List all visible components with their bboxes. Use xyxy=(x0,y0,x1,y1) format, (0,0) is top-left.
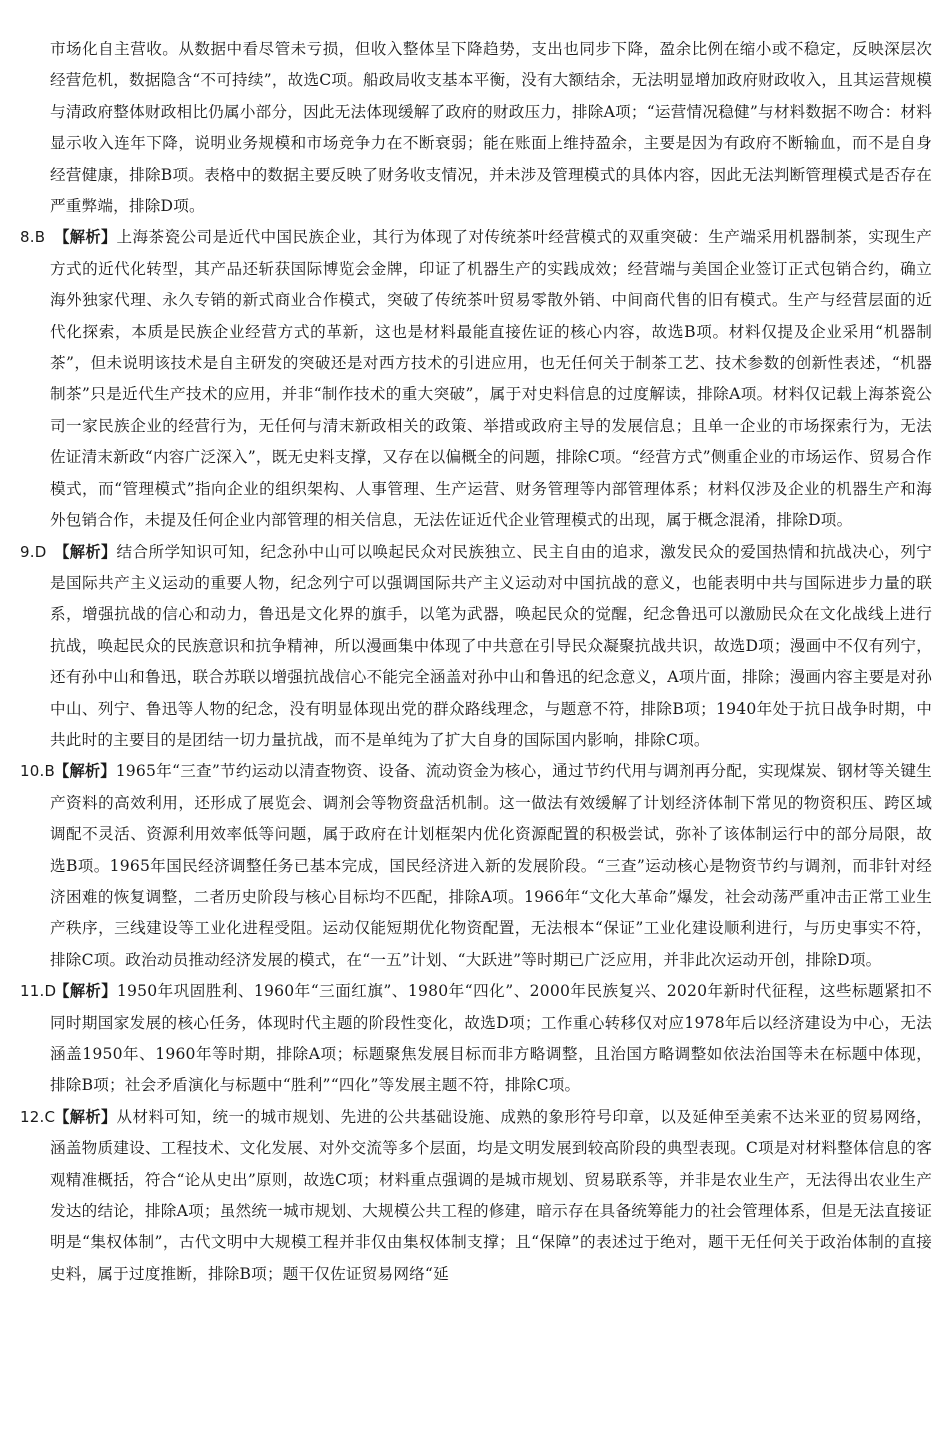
analysis-tag: 【解析】 xyxy=(54,228,117,247)
analysis-tag: 【解析】 xyxy=(54,1107,117,1126)
answer-number: 9.D xyxy=(20,542,47,561)
answer-item-12 xyxy=(20,1102,932,1290)
answer-item-9 xyxy=(20,537,932,757)
analysis-tag: 【解析】 xyxy=(54,982,117,1001)
answer-number: 10.B xyxy=(20,762,55,781)
answer-explanation: 1950年巩固胜利、1960年“三面红旗”、1980年“四化”、2000年民族复兴、2020年新时代征程，这些标题紧扣不同时期国家发展的核心任务，体现时代主题的阶段性变化，故选D项；工作重心转移仅对应1978年后以经济建设为中心，无法涵盖1950年、1960年等时期，排除A项；标题聚焦发展目标而非方略调整，且治国方略调整如依法治国等未在标题中体现，排除B项；社会矛盾演化与标题中“胜利”“四化”等发展主题不符，排除C项。 xyxy=(50,982,932,1095)
answer-explanation: 结合所学知识可知，纪念孙中山可以唤起民众对民族独立、民主自由的追求，激发民众的爱国热情和抗战决心，列宁是国际共产主义运动的重要人物，纪念列宁可以强调国际共产主义运动对中国抗战的意义，也能表明中共与国际进步力量的联系，增强抗战的信心和动力，鲁迅是文化界的旗手，以笔为武器，唤起民众的觉醒，纪念鲁迅可以激励民众在文化战线上进行抗战，唤起民众的民族意识和抗争精神，所以漫画集中体现了中共意在引导民众凝聚抗战共识，故选D项；漫画中不仅有列宁，还有孙中山和鲁迅，联合苏联以增强抗战信心不能完全涵盖对孙中山和鲁迅的纪念意义，A项片面，排除；漫画内容主要是对孙中山、列宁、鲁迅等人物的纪念，没有明显体现出党的群众路线理念，与题意不符，排除B项；1940年处于抗日战争时期，中共此时的主要目的是团结一切力量抗战，而不是单纯为了扩大自身的国际国内影响，排除C项。 xyxy=(50,542,932,749)
answer-explanation: 从材料可知，统一的城市规划、先进的公共基础设施、成熟的象形符号印章，以及延伸至美索不达米亚的贸易网络，涵盖物质建设、工程技术、文化发展、对外交流等多个层面，均是文明发展到较高阶段的典型表现。C项是对材料整体信息的客观精准概括，符合“论从史出”原则，故选C项；材料重点强调的是城市规划、贸易联系等，并非是农业生产，无法得出农业生产发达的结论，排除A项；虽然统一城市规划、大规模公共工程的修建，暗示存在具备统筹能力的社会管理体系，但是无法直接证明是“集权体制”，古代文明中大规模工程并非仅由集权体制支撑；且“保障”的表述过于绝对，题干无任何关于政治体制的直接史料，属于过度推断，排除B项；题干仅佐证贸易网络“延 xyxy=(50,1107,932,1283)
answer-explanation: 1965年“三查”节约运动以清查物资、设备、流动资金为核心，通过节约代用与调剂再分配，实现煤炭、钢材等关键生产资料的高效利用，还形成了展览会、调剂会等物资盘活机制。这一做法有效缓解了计划经济体制下常见的物资积压、跨区域调配不灵活、资源利用效率低等问题，属于政府在计划框架内优化资源配置的积极尝试，弥补了该体制运行中的部分局限，故选B项。1965年国民经济调整任务已基本完成，国民经济进入新的发展阶段。“三查”运动核心是物资节约与调剂，而非针对经济困难的恢复调整，二者历史阶段与核心目标均不匹配，排除A项。1966年“文化大革命”爆发，社会动荡严重冲击正常工业生产秩序，三线建设等工业化进程受阻。运动仅能短期优化物资配置，无法根本“保证”工业化建设顺利进行，与历史事实不符，排除C项。政治动员推动经济发展的模式，在“一五”计划、“大跃进”等时期已广泛应用，并非此次运动开创，排除D项。 xyxy=(50,762,932,969)
answer-explanation: 上海茶瓷公司是近代中国民族企业，其行为体现了对传统茶叶经营模式的双重突破：生产端采用机器制茶，实现生产方式的近代化转型，其产品还斩获国际博览会金牌，印证了机器生产的实践成效；经营端与美国企业签订正式包销合约，确立海外独家代理、永久专销的新式商业合作模式，突破了传统茶叶贸易零散外销、中间商代售的旧有模式。生产与经营层面的近代化探索，本质是民族企业经营方式的革新，这也是材料最能直接佐证的核心内容，故选B项。材料仅提及企业采用“机器制茶”，但未说明该技术是自主研发的突破还是对西方技术的引进应用，也无任何关于制茶工艺、技术参数的创新性表述，“机器制茶”只是近代生产技术的应用，并非“制作技术的重大突破”，属于对史料信息的过度解读，排除A项。材料仅记载上海茶瓷公司一家民族企业的经营行为，无任何与清末新政相关的政策、举措或政府主导的发展信息；且单一企业的市场探索行为，无法佐证清末新政“内容广泛深入”，既无史料支撑，又存在以偏概全的问题，排除C项。“经营方式”侧重企业的市场运作、贸易合作模式，而“管理模式”指向企业的组织架构、人事管理、生产运营、财务管理等内部管理体系；材料仅涉及企业的机器生产和海外包销合作，未提及任何企业内部管理的相关信息，无法佐证近代企业管理模式的出现，属于概念混淆，排除D项。 xyxy=(50,228,932,530)
answer-item-10 xyxy=(20,756,932,976)
analysis-tag: 【解析】 xyxy=(54,762,116,781)
analysis-tag: 【解析】 xyxy=(54,542,117,561)
answer-number: 8.B xyxy=(20,228,46,247)
continuation-paragraph: 市场化自主营收。从数据中看尽管未亏损，但收入整体呈下降趋势，支出也同步下降，盈余比例在缩小或不稳定，反映深层次经营危机，数据隐含“不可持续”，故选C项。船政局收支基本平衡，没有大额结余，无法明显增加政府财政收入，且其运营规模与清政府整体财政相比仍属小部分，因此无法体现缓解了政府的财政压力，排除A项；“运营情况稳健”与材料数据不吻合：材料显示收入连年下降，说明业务规模和市场竞争力在不断衰弱；能在账面上维持盈余，主要是因为有政府不断输血，而不是自身经营健康，排除B项。表格中的数据主要反映了财务收支情况，并未涉及管理模式的具体内容，因此无法判断管理模式是否存在严重弊端，排除D项。 xyxy=(50,40,932,216)
answer-item-8 xyxy=(20,222,932,536)
answer-number: 12.C xyxy=(20,1107,56,1126)
answer-number: 11.D xyxy=(20,982,57,1001)
answer-item-11 xyxy=(20,976,932,1102)
